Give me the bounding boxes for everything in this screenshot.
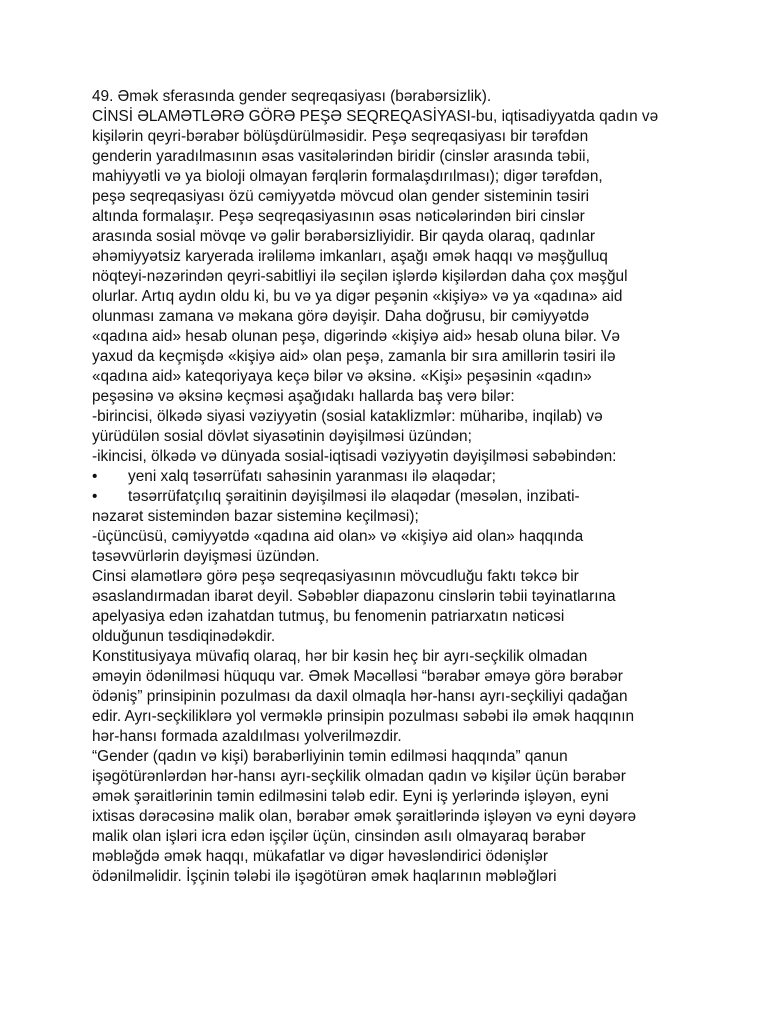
- text-line: ixtisas dərəcəsinə malik olan, bərabər əmək şəraitlərində işləyən və eyni dəyərə: [92, 808, 637, 825]
- text-line: əsaslandırmadan ibarət deyil. Səbəblər diapazonu cinslərin təbii təyinatlarına: [92, 588, 616, 605]
- text-line: -birincisi, ölkədə siyasi vəziyyətin (sosial kataklizmlər: müharibə, inqilab) və: [92, 408, 603, 425]
- text-line: hər-hansı formada azaldılması yolverilməzdir.: [92, 728, 402, 745]
- text-line: -üçüncüsü, cəmiyyətdə «qadına aid olan» və «kişiyə aid olan» haqqında: [92, 528, 584, 545]
- text-line: altında formalaşır. Peşə seqreqasiyasının əsas nəticələrindən biri cinslər: [92, 208, 585, 225]
- text-line: apelyasiya edən izahatdan tutmuş, bu fenomenin patriarxatın nəticəsi: [92, 608, 565, 625]
- text-line: əhəmiyyətsiz karyerada irəliləmə imkanları, aşağı əmək haqqı və məşğulluq: [92, 248, 608, 265]
- paragraph-block-1: [92, 87, 692, 467]
- text-line: ödəniş” prinsipinin pozulması da daxil olmaqla hər-hansı ayrı-seçkiliyi qadağan: [92, 688, 628, 705]
- text-line: peşə seqreqasiyası özü cəmiyyətdə mövcud olan gender sisteminin təsiri: [92, 188, 590, 205]
- text-line: edir. Ayrı-seçkiliklərə yol verməklə prinsipin pozulması səbəbi ilə əmək haqqının: [92, 708, 635, 725]
- text-line: «qadına aid» kateqoriyaya keçə bilər və əksinə. «Kişi» peşəsinin «qadın»: [92, 368, 592, 385]
- text-line: nöqteyi-nəzərindən qeyri-sabitliyi ilə seçilən işlərdə kişilərdən daha çox məşğul: [92, 268, 628, 285]
- text-line: Cinsi əlamətlərə görə peşə seqreqasiyasının mövcudluğu faktı təkcə bir: [92, 568, 579, 585]
- text-line: peşəsinə və əksinə keçməsi aşağıdakı hallarda baş verə bilər:: [92, 388, 515, 405]
- document-page: [92, 87, 692, 887]
- bullet-text: təsərrüfatçılıq şəraitinin dəyişilməsi ilə əlaqədar (məsələn, inzibati-: [128, 488, 580, 505]
- bullet-icon: •: [92, 488, 98, 505]
- text-line: təsəvvürlərin dəyişməsi üzündən.: [92, 548, 320, 565]
- paragraph-block-2: [92, 527, 692, 887]
- bullet-icon: •: [92, 468, 98, 485]
- text-line: ödənilməlidir. İşçinin tələbi ilə işəgötürən əmək haqlarının məbləğləri: [92, 868, 557, 885]
- text-line: kişilərin qeyri-bərabər bölüşdürülməsidir. Peşə seqreqasiyası bir tərəfdən: [92, 128, 589, 145]
- text-line: əmək şəraitlərinin təmin edilməsini tələb edir. Eyni iş yerlərində işləyən, eyni: [92, 788, 609, 805]
- bullet-item: [92, 487, 692, 507]
- bullet-list: [92, 467, 692, 527]
- text-line: əməyin ödənilməsi hüququ var. Əmək Məcəlləsi “bərabər əməyə görə bərabər: [92, 668, 623, 685]
- text-line: yaxud da keçmişdə «kişiyə aid» olan peşə, zamanla bir sıra amillərin təsiri ilə: [92, 348, 616, 365]
- text-line: işəgötürənlərdən hər-hansı ayrı-seçkilik olmadan qadın və kişilər üçün bərabər: [92, 768, 626, 785]
- text-line: “Gender (qadın və kişi) bərabərliyinin təmin edilməsi haqqında” qanun: [92, 748, 568, 765]
- bullet-text: yeni xalq təsərrüfatı sahəsinin yaranması ilə əlaqədar;: [128, 468, 496, 485]
- text-line: mahiyyətli və ya bioloji olmayan fərqlərin formalaşdırılması); digər tərəfdən,: [92, 168, 603, 185]
- text-line: olduğunun təsdiqinədəkdir.: [92, 628, 276, 645]
- text-line: genderin yaradılmasının əsas vasitələrindən biridir (cinslər arasında təbii,: [92, 148, 590, 165]
- text-line: malik olan işləri icra edən işçilər üçün, cinsindən asılı olmayaraq bərabər: [92, 828, 586, 845]
- text-line: yürüdülən sosial dövlət siyasətinin dəyişilməsi üzündən;: [92, 428, 472, 445]
- text-line: olurlar. Artıq aydın oldu ki, bu və ya digər peşənin «kişiyə» və ya «qadına» aid: [92, 288, 623, 305]
- text-line: CİNSİ ƏLAMƏTLƏRƏ GÖRƏ PEŞƏ SEQREQASİYASI-bu, iqtisadiyyatda qadın və: [92, 108, 659, 125]
- text-line: məbləğdə əmək haqqı, mükafatlar və digər həvəsləndirici ödənişlər: [92, 848, 548, 865]
- text-line: -ikincisi, ölkədə və dünyada sosial-iqtisadi vəziyyətin dəyişilməsi səbəbindən:: [92, 448, 617, 465]
- text-line: «qadına aid» hesab olunan peşə, digərində «kişiyə aid» hesab oluna bilər. Və: [92, 328, 620, 345]
- bullet-item: [92, 467, 692, 487]
- text-line: 49. Əmək sferasında gender seqreqasiyası (bərabərsizlik).: [92, 88, 492, 105]
- text-line: Konstitusiyaya müvafiq olaraq, hər bir kəsin heç bir ayrı-seçkilik olmadan: [92, 648, 588, 665]
- text-line: olunması zamana və məkana görə dəyişir. Daha doğrusu, bir cəmiyyətdə: [92, 308, 590, 325]
- text-line: arasında sosial mövqe və gəlir bərabərsizliyidir. Bir qayda olaraq, qadınlar: [92, 228, 596, 245]
- bullet-text-continuation: nəzarət sistemindən bazar sisteminə keçilməsi);: [92, 508, 419, 525]
